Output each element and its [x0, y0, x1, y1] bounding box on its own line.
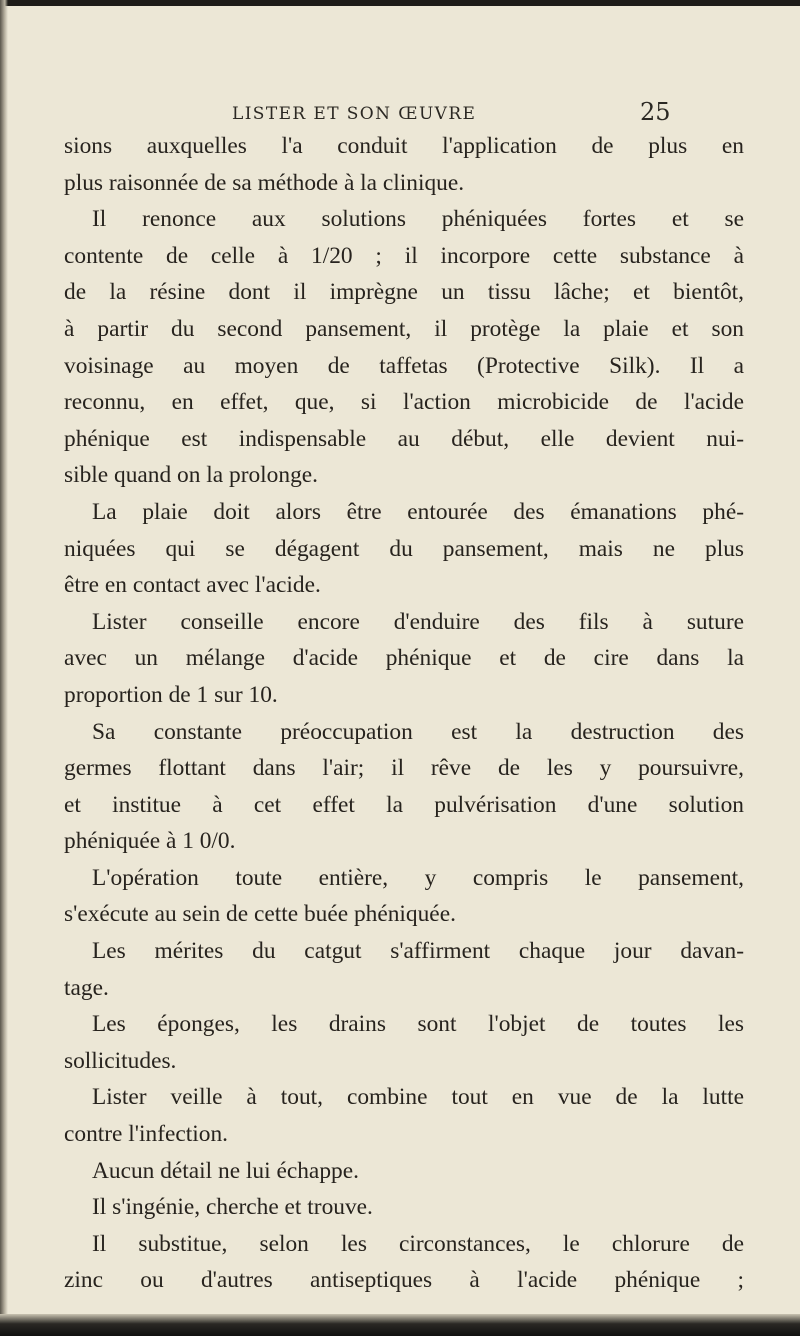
text-line: germes flottant dans l'air; il rêve de les y poursuivre, — [64, 755, 744, 782]
running-title: LISTER ET SON ŒUVRE — [232, 104, 477, 124]
text-line: Les mérites du catgut s'affirment chaque jour davan- — [92, 938, 744, 965]
text-line: à partir du second pansement, il protège la plaie et son — [64, 315, 744, 342]
text-line: sible quand on la prolonge. — [64, 462, 318, 489]
text-line: plus raisonnée de sa méthode à la clinique. — [64, 169, 465, 196]
text-line: et institue à cet effet la pulvérisation d'une solution — [64, 791, 744, 818]
text-line: Il substitue, selon les circonstances, le chlorure de — [92, 1230, 744, 1257]
text-line: proportion de 1 sur 10. — [64, 681, 278, 708]
text-line: Les éponges, les drains sont l'objet de toutes les — [92, 1011, 744, 1038]
text-line: zinc ou d'autres antiseptiques à l'acide phénique ; — [64, 1267, 744, 1294]
text-line: avec un mélange d'acide phénique et de cire dans la — [64, 645, 744, 672]
text-line: Aucun détail ne lui échappe. — [92, 1157, 359, 1184]
text-line: être en contact avec l'acide. — [64, 572, 321, 599]
text-line: phénique est indispensable au début, elle devient nui- — [64, 425, 744, 452]
page-number: 25 — [640, 98, 671, 126]
scan-bottom-edge — [0, 1314, 800, 1336]
text-line: tage. — [64, 974, 109, 1001]
text-line: phéniquée à 1 0/0. — [64, 828, 236, 855]
text-line: Sa constante préoccupation est la destruction des — [92, 718, 744, 745]
text-line: Lister veille à tout, combine tout en vue de la lutte — [92, 1084, 744, 1111]
text-line: niquées qui se dégagent du pansement, mais ne plus — [64, 535, 744, 562]
text-line: contente de celle à 1/20 ; il incorpore cette substance à — [64, 242, 744, 269]
text-line: voisinage au moyen de taffetas (Protective Silk). Il a — [64, 352, 744, 379]
text-line: La plaie doit alors être entourée des émanations phé- — [92, 498, 744, 525]
text-line: de la résine dont il imprègne un tissu lâche; et bientôt, — [64, 279, 744, 306]
text-line: reconnu, en effet, que, si l'action microbicide de l'acide — [64, 389, 744, 416]
text-line: Lister conseille encore d'enduire des fils à suture — [92, 608, 744, 635]
text-line: s'exécute au sein de cette buée phéniquée. — [64, 901, 456, 928]
text-line: sollicitudes. — [64, 1047, 177, 1074]
text-line: Il s'ingénie, cherche et trouve. — [92, 1194, 373, 1221]
text-line: sions auxquelles l'a conduit l'application de plus en — [64, 133, 744, 159]
text-line: Il renonce aux solutions phéniquées fortes et se — [92, 206, 744, 233]
text-line: L'opération toute entière, y compris le pansement, — [92, 864, 744, 891]
text-line: contre l'infection. — [64, 1121, 228, 1148]
body-text — [64, 128, 744, 1299]
